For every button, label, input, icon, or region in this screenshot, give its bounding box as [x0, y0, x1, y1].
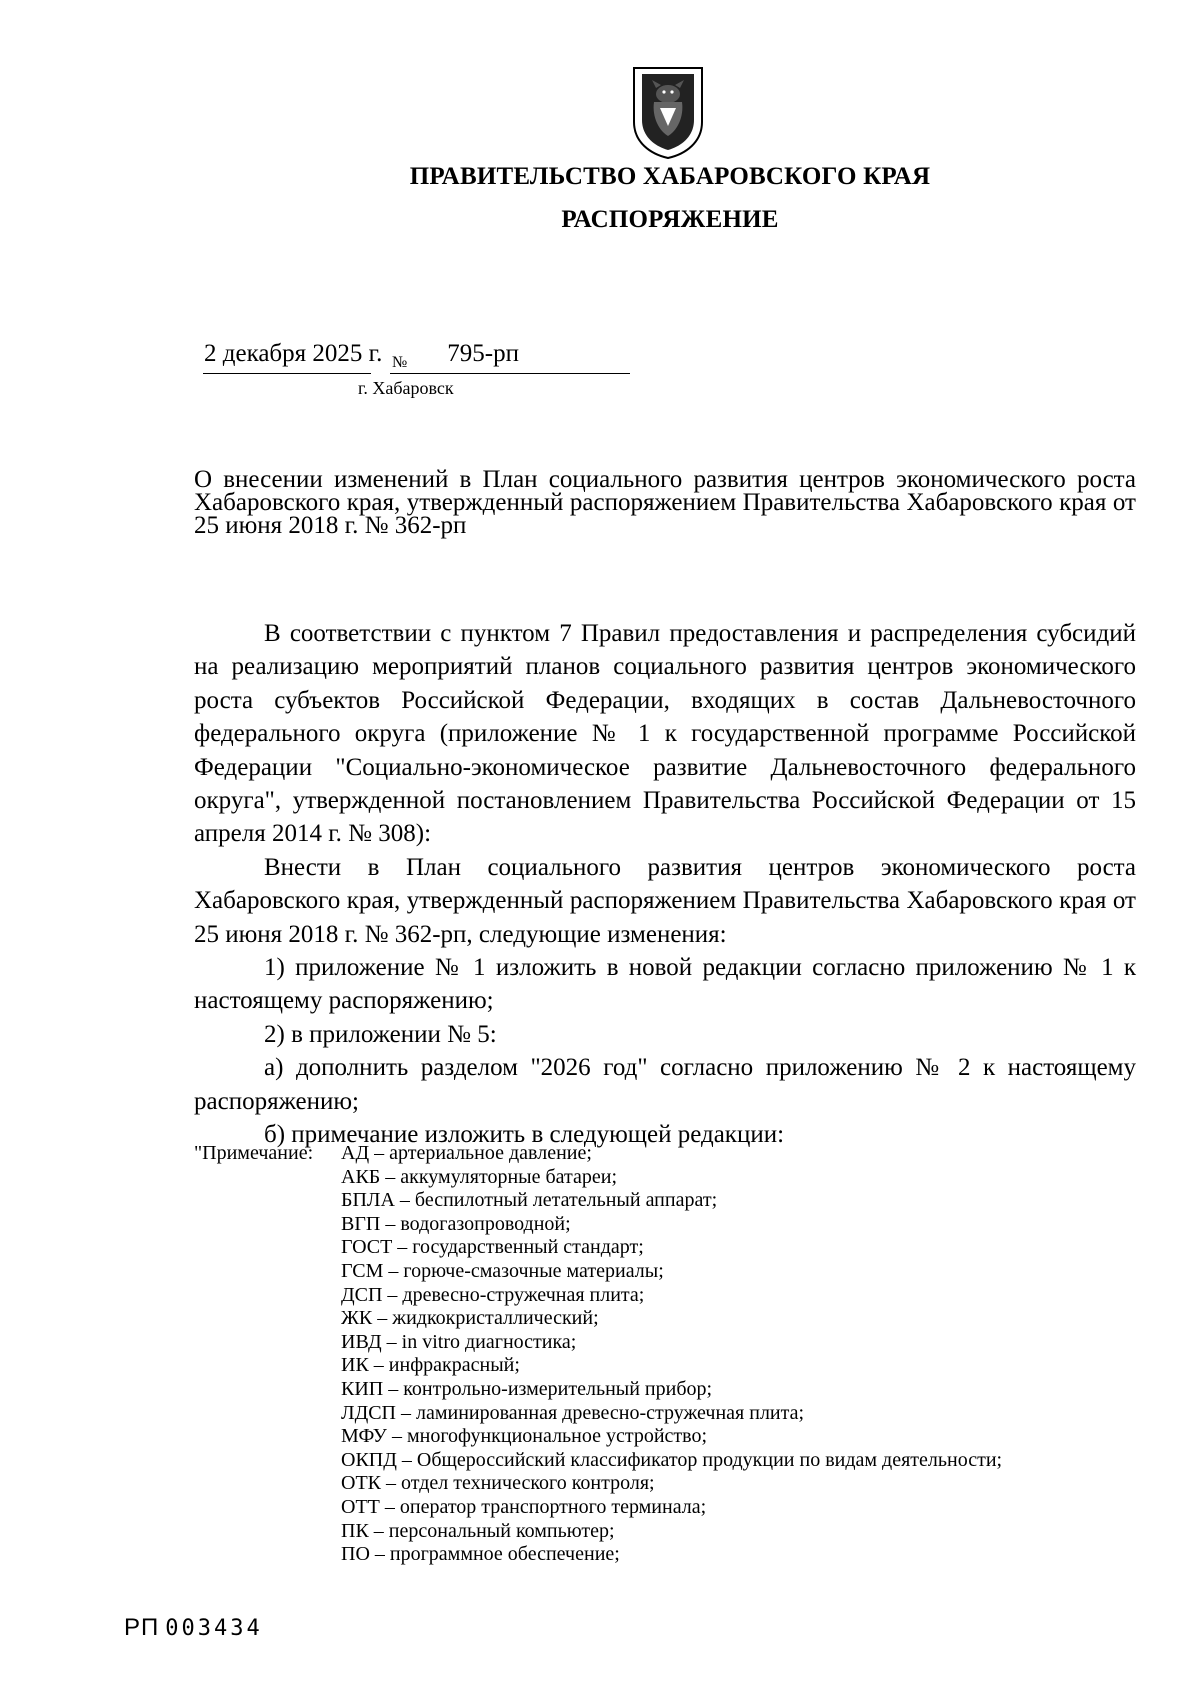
list-item: АД – артериальное давление; [341, 1142, 592, 1164]
list-item: ПО – программное обеспечение; [341, 1543, 620, 1566]
document-number: 795-рп [447, 340, 519, 367]
document-date: 2 декабря 2025 г. [204, 340, 383, 367]
list-item: ВГП – водогазопроводной; [341, 1212, 571, 1235]
notes-label: "Примечание: [194, 1142, 314, 1164]
paragraph: В соответствии с пунктом 7 Правил предоставления и распределения субсидий на реализацию мероприятий планов социального развития центров экономического роста субъектов Российской Федерации, входящих в состав Дальневосточного федерального округа (приложение № 1 к государственной программе Российской Федерации "Социально-экономическое развитие Дальневосточного федерального округа", утвержденной постановлением Правительства Российской Федерации от 15 апреля 2014 г. № 308): [194, 620, 1136, 848]
list-item: ИВД – in vitro диагностика; [341, 1330, 577, 1353]
paragraph: б) примечание изложить в следующей редакции: [264, 1121, 785, 1149]
registration-stamp [124, 1614, 263, 1642]
list-item: ОКПД – Общероссийский классификатор продукции по видам деятельности; [341, 1448, 1003, 1471]
list-item: ДСП – древесно-стружечная плита; [341, 1283, 645, 1306]
document-type-title: РАСПОРЯЖЕНИЕ [561, 206, 779, 233]
document-body [194, 617, 1136, 1152]
document-subject: О внесении изменений в План социального развития центров экономического роста Хабаровского края, утвержденный распоряжением Правительства Хабаровского края от 25 июня 2018 г. № 362-рп [194, 466, 1136, 539]
list-item: ЛДСП – ламинированная древесно-стружечная плита; [341, 1401, 805, 1424]
list-item: МФУ – многофункциональное устройство; [341, 1425, 708, 1448]
list-item: ОТТ – оператор транспортного терминала; [341, 1495, 707, 1518]
registration-line [204, 340, 519, 372]
number-underline [390, 373, 630, 374]
paragraph: 2) в приложении № 5: [264, 1020, 497, 1048]
list-item: ГОСТ – государственный стандарт; [341, 1236, 644, 1259]
list-item: ЖК – жидкокристаллический; [341, 1307, 599, 1330]
issue-city: г. Хабаровск [358, 378, 454, 398]
list-item: ПК – персональный компьютер; [341, 1519, 615, 1542]
paragraph: а) дополнить разделом "2026 год" согласно приложению № 2 к настоящему распоряжению; [194, 1054, 1136, 1115]
government-title: ПРАВИТЕЛЬСТВО ХАБАРОВСКОГО КРАЯ [409, 163, 931, 190]
list-item: ГСМ – горюче-смазочные материалы; [341, 1259, 664, 1282]
number-sign: № [392, 354, 408, 371]
list-item: КИП – контрольно-измерительный прибор; [341, 1377, 713, 1400]
list-item: БПЛА – беспилотный летательный аппарат; [341, 1189, 718, 1212]
coat-of-arms-emblem [628, 64, 708, 160]
list-item: АКБ – аккумуляторные батареи; [341, 1165, 618, 1188]
date-underline [203, 373, 371, 374]
stamp-prefix: РП [124, 1614, 160, 1641]
list-item: ИК – инфракрасный; [341, 1354, 520, 1377]
abbreviation-list [341, 1142, 1002, 1567]
list-item: ОТК – отдел технического контроля; [341, 1472, 655, 1495]
paragraph: Внести в План социального развития центров экономического роста Хабаровского края, утвержденный распоряжением Правительства Хабаровского края от 25 июня 2018 г. № 362-рп, следующие изменения: [194, 853, 1136, 948]
stamp-code: 003434 [165, 1616, 263, 1641]
paragraph: 1) приложение № 1 изложить в новой редакции согласно приложению № 1 к настоящему распоряжению; [194, 954, 1136, 1015]
